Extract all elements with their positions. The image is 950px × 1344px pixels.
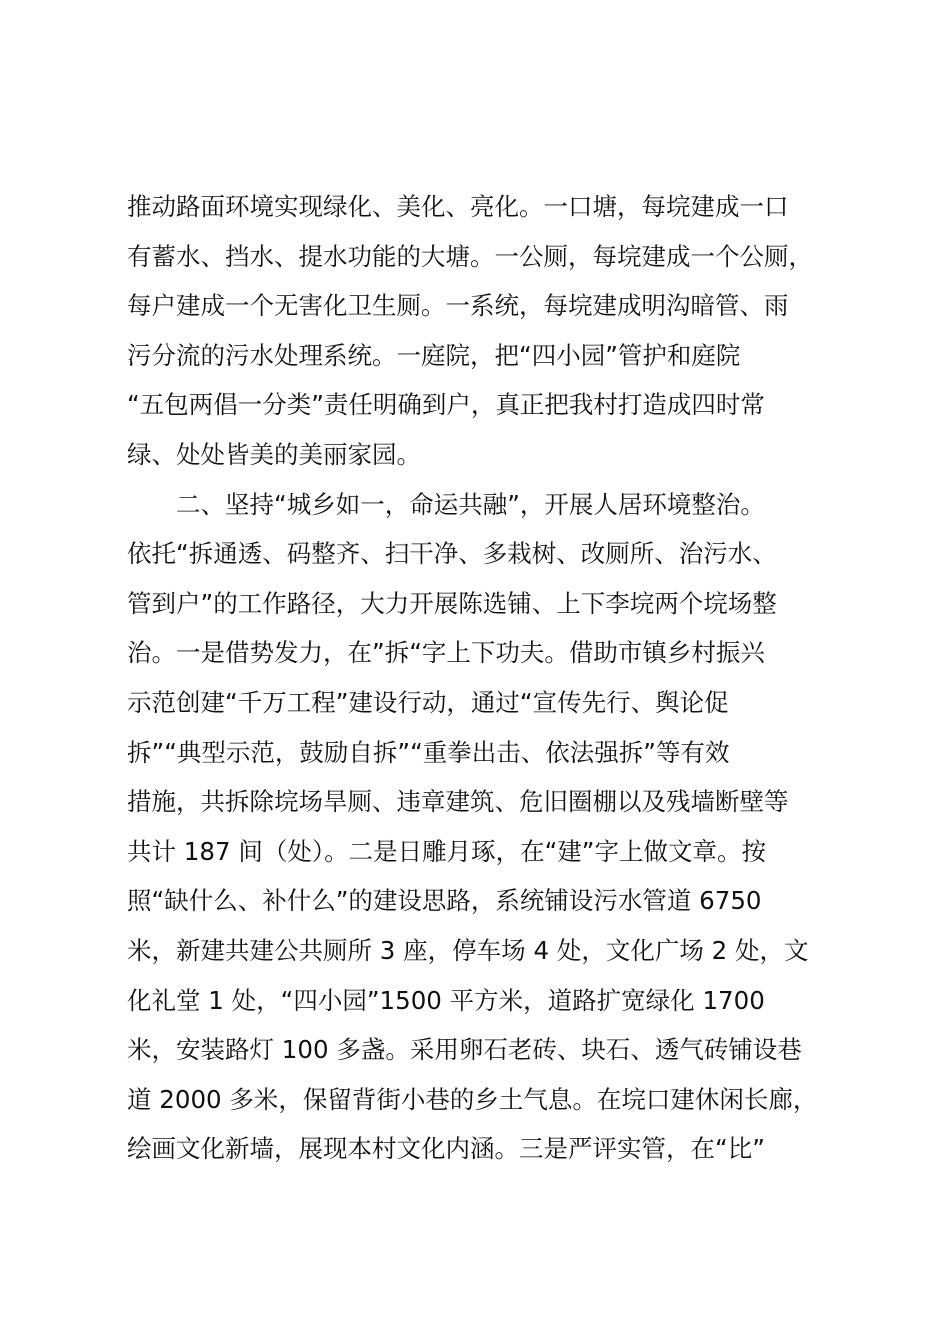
text-line: 拆”“典型示范，鼓励自拆”“重拳出击、依法强拆”等有效 bbox=[127, 737, 730, 767]
text-line: 照“缺什么、补什么”的建设思路，系统铺设污水管道 6750 bbox=[127, 886, 762, 916]
text-line: 化礼堂 1 处，“四小园”1500 平方米，道路扩宽绿化 1700 bbox=[127, 985, 765, 1015]
text-line: 每户建成一个无害化卫生厕。一系统，每垸建成明沟暗管、雨 bbox=[127, 291, 789, 321]
text-line: 推动路面环境实现绿化、美化、亮化。一口塘，每垸建成一口 bbox=[127, 192, 789, 221]
body-text bbox=[127, 182, 862, 1174]
text-line: 道 2000 多米，保留背街小巷的乡土气息。在垸口建休闲长廊， bbox=[127, 1084, 818, 1114]
text-line: 管到户”的工作路径，大力开展陈选铺、上下李垸两个垸场整 bbox=[127, 588, 777, 618]
section-heading-line: 二、坚持“城乡如一，命运共融”，开展人居环境整治。 bbox=[176, 489, 765, 519]
text-line: 绘画文化新墙，展现本村文化内涵。三是严评实管，在“比” bbox=[127, 1134, 765, 1164]
text-line: 示范创建“千万工程”建设行动，通过“宣传先行、舆论促 bbox=[127, 687, 729, 717]
text-line: 绿、处处皆美的美丽家园。 bbox=[127, 439, 421, 469]
text-line: “五包两倡一分类”责任明确到户，真正把我村打造成四时常 bbox=[127, 390, 765, 420]
text-line: 依托“拆通透、码整齐、扫干净、多栽树、改厕所、治污水、 bbox=[127, 539, 777, 569]
text-line: 有蓄水、挡水、提水功能的大塘。一公厕，每垸建成一个公厕， bbox=[127, 241, 813, 271]
text-line: 污分流的污水处理系统。一庭院，把“四小园”管护和庭院 bbox=[127, 340, 741, 370]
text-line: 共计 187 间（处）。二是日雕月琢，在“建”字上做文章。按 bbox=[127, 836, 766, 866]
text-line: 措施，共拆除垸场旱厕、违章建筑、危旧圈棚以及残墙断壁等 bbox=[127, 787, 789, 817]
text-line: 米，新建共建公共厕所 3 座，停车场 4 处，文化广场 2 处，文 bbox=[127, 935, 809, 965]
text-line: 米，安装路灯 100 多盏。采用卵石老砖、块石、透气砖铺设巷 bbox=[127, 1035, 802, 1065]
text-line: 治。一是借势发力，在”拆“字上下功夫。借助市镇乡村振兴 bbox=[127, 638, 765, 668]
